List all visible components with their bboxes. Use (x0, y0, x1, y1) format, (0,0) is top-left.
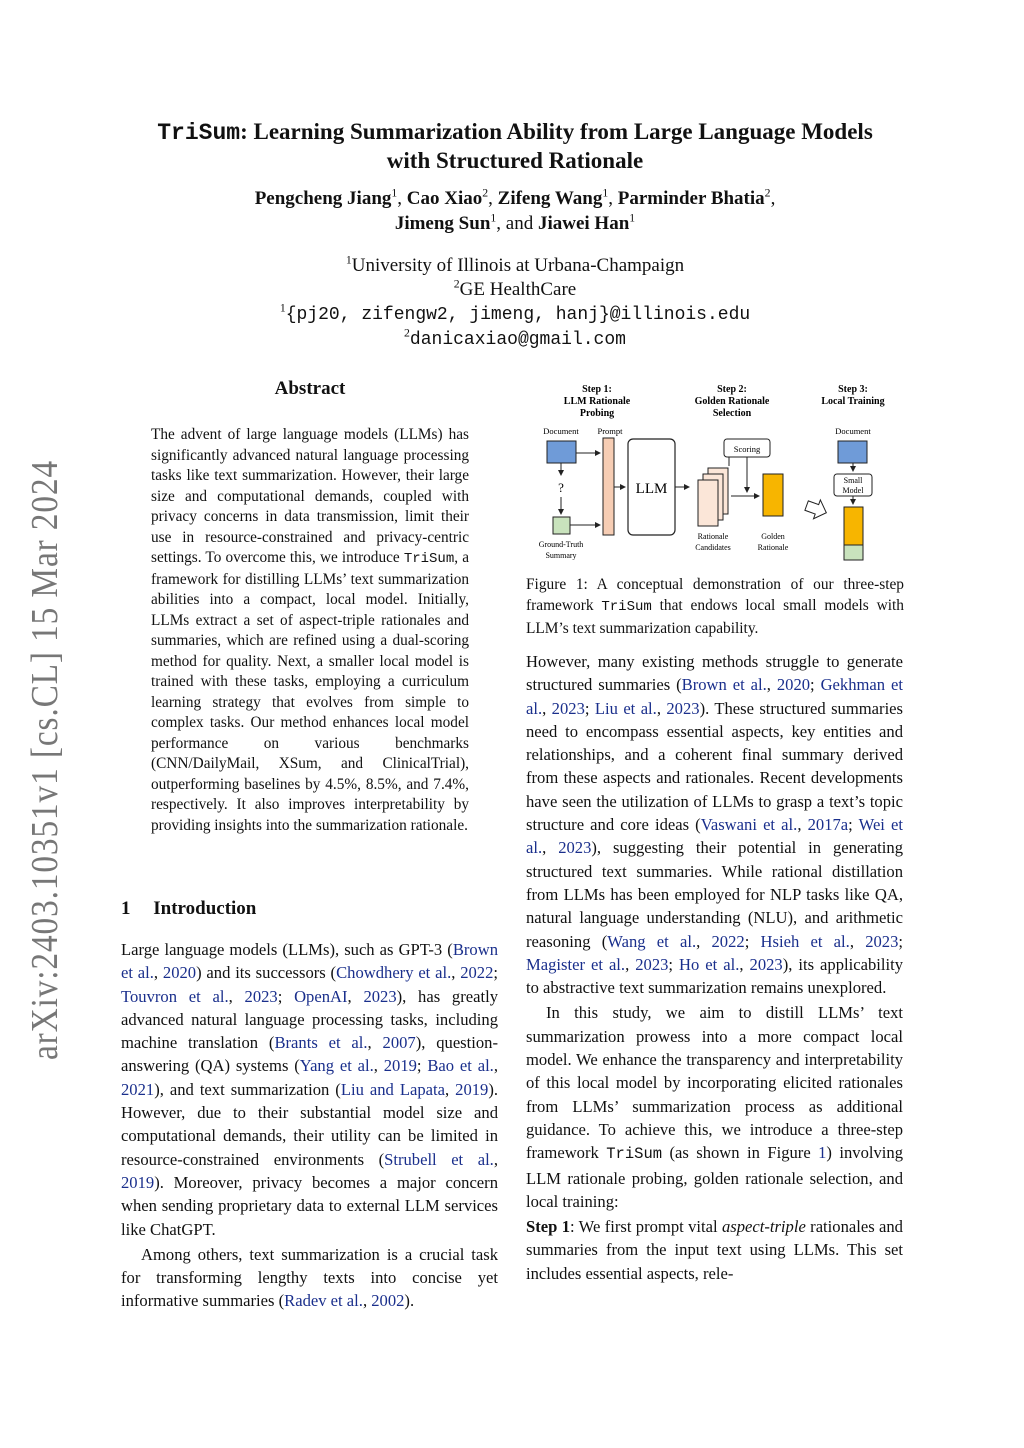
framework-name: TriSum (403, 551, 455, 567)
text-run: ) involving LLM rationale probing, golden rationale selection, and local training: (526, 1143, 903, 1211)
text-run: , (849, 931, 866, 951)
citation-link[interactable]: Liu et al. (594, 698, 657, 718)
paragraph (526, 1001, 903, 1213)
rationale-candidates-label: Candidates (695, 543, 731, 552)
paragraph (121, 938, 498, 1241)
paragraph (121, 1243, 498, 1313)
affil-marker: 2 (404, 326, 410, 340)
citation-link[interactable]: 2023 (244, 986, 278, 1006)
text-run: ; (810, 675, 821, 695)
document-block (547, 441, 576, 463)
golden-rationale-output (844, 507, 863, 545)
citation-link[interactable]: Chowdhery et al. (336, 963, 452, 983)
email-gmail: danicaxiao@gmail.com (409, 330, 626, 350)
document-label: Document (543, 426, 579, 436)
step1-label: LLM Rationale (563, 396, 631, 407)
affil-marker: 1 (602, 186, 609, 200)
caption-text: that endows local small models with LLM’s text summarization capability. (526, 597, 904, 637)
separator: , (608, 188, 614, 209)
figure-1-diagram (526, 378, 904, 568)
text-run: ), has greatly advanced natural language processing tasks, including machine translation ( (121, 986, 499, 1053)
ground-truth-label: Ground-Truth (538, 540, 584, 549)
citation-link[interactable]: Gekhman et al. (526, 675, 903, 718)
text-run: , (542, 838, 559, 858)
citation-link[interactable]: 2023 (865, 931, 899, 951)
rationale-candidate (698, 480, 718, 526)
emphasis: aspect-triple (721, 1217, 806, 1237)
framework-diagram (526, 378, 904, 568)
text-run: ), question-answering (QA) systems ( (121, 1033, 498, 1076)
citation-link[interactable]: Wang et al. (607, 931, 697, 951)
author-name: Pengcheng Jiang (254, 188, 392, 209)
text-run: ; (744, 931, 761, 951)
citation-link[interactable]: 2020 (776, 675, 811, 695)
paper-title (100, 118, 930, 175)
scoring-label: Scoring (733, 444, 761, 454)
document-label: Document (835, 426, 871, 436)
citation-link[interactable]: 2023 (363, 986, 397, 1006)
text-run: ). (404, 1291, 415, 1311)
text-run: ). Moreover, privacy becomes a major concern when sending proprietary data to external LLM services like ChatGPT. (121, 1172, 498, 1239)
affiliations (100, 254, 930, 352)
citation-link[interactable]: Brants et al. (274, 1033, 368, 1053)
citation-link[interactable]: 2021 (121, 1079, 155, 1099)
citation-link[interactable]: Hsieh et al. (760, 931, 850, 951)
author-name: Cao Xiao (406, 188, 483, 209)
text-run: ), its applicability to abstractive text summarization remains unexplored. (526, 954, 903, 998)
citation-link[interactable]: Bao et al. (427, 1056, 494, 1076)
affil-marker: 2 (482, 186, 489, 200)
abstract-body (151, 425, 469, 836)
citation-link[interactable]: Radev et al. (284, 1291, 363, 1311)
ground-truth-label: Summary (545, 551, 577, 560)
citation-link[interactable]: 2022 (711, 931, 745, 951)
author-list (100, 186, 930, 236)
citation-link[interactable]: 2007 (382, 1033, 416, 1053)
text-run: Large language models (LLMs), such as GPT-3 ( (121, 940, 453, 959)
text-run: , (797, 815, 808, 835)
citation-link[interactable]: 2023 (635, 954, 669, 974)
author-name: Jiawei Han (537, 213, 630, 234)
citation-link[interactable]: Brown et al. (681, 675, 767, 695)
affiliation-uiuc: University of Illinois at Urbana-Champaign (351, 255, 685, 276)
step3-label: Step 3: (838, 384, 868, 395)
affil-marker: 1 (279, 301, 286, 315)
step-headings (564, 384, 885, 419)
step2-label: Step 2: (717, 384, 747, 395)
separator: , and (496, 213, 534, 234)
text-run: (as shown in Figure (662, 1143, 819, 1163)
citation-link[interactable]: 2023 (558, 838, 592, 858)
prompt-block (603, 438, 614, 535)
affil-marker: 1 (490, 211, 497, 225)
text-run: In this study, we aim to distill LLMs’ text summarization prowess into a more compact local model. We enhance the transparency and interpretability of this local model by incorporating elicited rationales from LLMs’ summarization process as additional guidance. To achieve this, we introduce a three-step framework (526, 1003, 903, 1163)
citation-link[interactable]: 2023 (551, 698, 585, 718)
citation-link[interactable]: Touvron et al. (121, 986, 229, 1006)
text-run: , (153, 963, 163, 983)
ground-truth-block (553, 517, 570, 534)
small-model-label: Small (843, 476, 863, 485)
text-run: , (656, 698, 667, 718)
author-name: Jimeng Sun (394, 213, 491, 234)
golden-rationale-label: Rationale (757, 543, 789, 552)
section-heading (121, 898, 256, 920)
text-run: : We first prompt vital (570, 1217, 722, 1237)
citation-link[interactable]: 2019 (455, 1079, 489, 1099)
text-run: ; (668, 954, 680, 974)
text-run: , (362, 1291, 372, 1311)
citation-link[interactable]: Wei et al. (526, 815, 904, 858)
step1-label: Probing (579, 408, 615, 419)
text-run: , (542, 698, 552, 718)
affil-marker: 1 (391, 186, 398, 200)
abstract-text: The advent of large language models (LLMs) has significantly advanced natural language processing tasks like text summarization. However, their large size and computational demands, coupled with privacy concerns in data transmission, limit their use in resource-constrained and privacy-centric settings. To overcome this, we introduce (151, 426, 469, 566)
framework-name: TriSum (601, 599, 652, 615)
citation-link[interactable]: 2019 (121, 1172, 155, 1192)
text-run: rationales and summaries from the input text using LLMs. This set includes essential aspects, rele- (526, 1217, 903, 1283)
citation-link[interactable]: OpenAI (294, 986, 348, 1006)
text-run: ; (277, 986, 295, 1006)
text-run: ; (584, 698, 595, 718)
prompt-label: Prompt (597, 426, 623, 436)
golden-rationale-block (763, 474, 783, 516)
summary-output (844, 545, 863, 560)
step2-label: Golden Rationale (694, 396, 770, 407)
citation-link[interactable]: Liu and Lapata (340, 1079, 445, 1099)
document-block (838, 441, 867, 463)
separator: , (770, 188, 776, 209)
affil-marker: 2 (453, 277, 460, 291)
text-run: , (451, 963, 461, 983)
framework-name: TriSum (606, 1145, 663, 1164)
citation-link[interactable]: Ho et al. (679, 954, 740, 974)
figure-1-caption (526, 574, 904, 639)
question-mark: ? (558, 480, 564, 495)
paragraph (526, 650, 903, 999)
text-run: , (739, 954, 750, 974)
introduction-text (121, 938, 498, 1313)
citation-link[interactable]: Strubell et al. (384, 1149, 494, 1169)
text-run: ; (898, 931, 903, 951)
section-title: Introduction (153, 898, 257, 919)
text-run: , (367, 1033, 383, 1053)
text-run: ). However, due to their substantial model size and computational demands, their utility can be limited in resource-constrained environments ( (121, 1079, 499, 1169)
section-number: 1 (121, 898, 131, 919)
text-run: However, many existing methods struggle to generate structured summaries ( (526, 652, 903, 695)
text-run: , (493, 1056, 498, 1076)
citation-link[interactable]: 2023 (666, 698, 700, 718)
text-run: ; (416, 1056, 428, 1076)
citation-link[interactable]: Yang et al. (299, 1056, 374, 1076)
caption-text: Figure 1: A conceptual demonstration of our three-step framework (526, 576, 904, 614)
affiliation-ge: GE HealthCare (459, 279, 577, 300)
right-column-text (526, 650, 903, 1285)
arxiv-id-text: arXiv:2403.10351v1 [cs.CL] 15 Mar 2024 (24, 450, 66, 1060)
citation-link[interactable]: 1 (818, 1143, 827, 1163)
affil-marker: 1 (345, 253, 352, 267)
citation-link[interactable]: Brown et al. (121, 940, 498, 983)
arxiv-identifier-stamp (10, 450, 70, 1070)
text-run: Among others, text summarization is a crucial task for transforming lengthy texts into concise yet informative summaries ( (121, 1244, 498, 1311)
title-framework-name: TriSum (157, 120, 241, 146)
affil-marker: 1 (629, 211, 636, 225)
small-model-label: Model (842, 486, 864, 495)
text-run: , (228, 986, 245, 1006)
citation-link[interactable]: 2023 (749, 954, 783, 974)
citation-link[interactable]: Magister et al. (526, 954, 626, 974)
separator: , (397, 188, 403, 209)
transfer-arrow-icon (803, 496, 830, 522)
abstract-heading: Abstract (274, 378, 346, 399)
text-run: , (696, 931, 712, 951)
citation-link[interactable]: 2002 (371, 1291, 405, 1311)
paragraph-step-1 (526, 1215, 903, 1285)
text-run: ; (848, 815, 859, 835)
step3-label: Local Training (821, 396, 885, 407)
step1-label: Step 1: (582, 384, 612, 395)
text-run: , (766, 675, 777, 695)
author-name: Parminder Bhatia (617, 188, 765, 209)
text-run: ), suggesting their potential in generating structured text summaries. While rational distillation from LLMs has been employed for NLP tasks like QA, natural language understanding (NLU), and arithmetic reasoning ( (526, 838, 903, 951)
citation-link[interactable]: 2022 (460, 963, 494, 983)
step2-label: Selection (712, 408, 752, 419)
separator: , (488, 188, 493, 209)
affil-marker: 2 (764, 186, 771, 200)
citation-link[interactable]: Vaswani et al. (700, 815, 798, 835)
golden-rationale-label: Golden (761, 532, 785, 541)
author-name: Zifeng Wang (497, 188, 603, 209)
citation-link[interactable]: 2017a (807, 815, 849, 835)
text-run: ). These structured summaries need to encompass essential aspects, key entities and relationships, and a coherent final summary derived from these aspects and rationales. Recent developments have seen the utilization of LLMs to grasp a text’s topic structure and core ideas ( (526, 698, 903, 835)
llm-label: LLM (635, 481, 668, 497)
text-run: ; (493, 963, 499, 983)
title-line-2: with Structured Rationale (386, 148, 644, 173)
citation-link[interactable]: 2019 (383, 1056, 417, 1076)
rationale-candidates-label: Rationale (697, 532, 729, 541)
text-run: ) and its successors ( (196, 963, 337, 983)
text-run: , (373, 1056, 384, 1076)
text-run: ), and text summarization ( (154, 1079, 341, 1099)
text-run: , (625, 954, 636, 974)
title-text: : Learning Summarization Ability from Large Language Models (240, 119, 873, 144)
citation-link[interactable]: 2020 (162, 963, 197, 983)
abstract-text: , a framework for distilling LLMs’ text summarization abilities into a compact, local model. Initially, LLMs extract a set of aspect-triple rationales and summaries, which are refined using a dual-scoring method for quality. Next, a smaller local model is trained with these tasks, employing a curriculum learning strategy that evolves from simple to complex tasks. Our method enhances local model performance on various benchmarks (CNN/DailyMail, XSum, and ClinicalTrial), outperforming baselines by 4.5%, 8.5%, and 7.4%, respectively. It also improves interpretability by providing insights into the summarization rationale. (151, 549, 469, 834)
bold-label: Step 1 (526, 1217, 570, 1237)
text-run: , (493, 1149, 498, 1169)
text-run: , (444, 1079, 456, 1099)
text-run: , (347, 986, 364, 1006)
email-illinois: {pj20, zifengw2, jimeng, hanj}@illinois.edu (285, 305, 751, 325)
